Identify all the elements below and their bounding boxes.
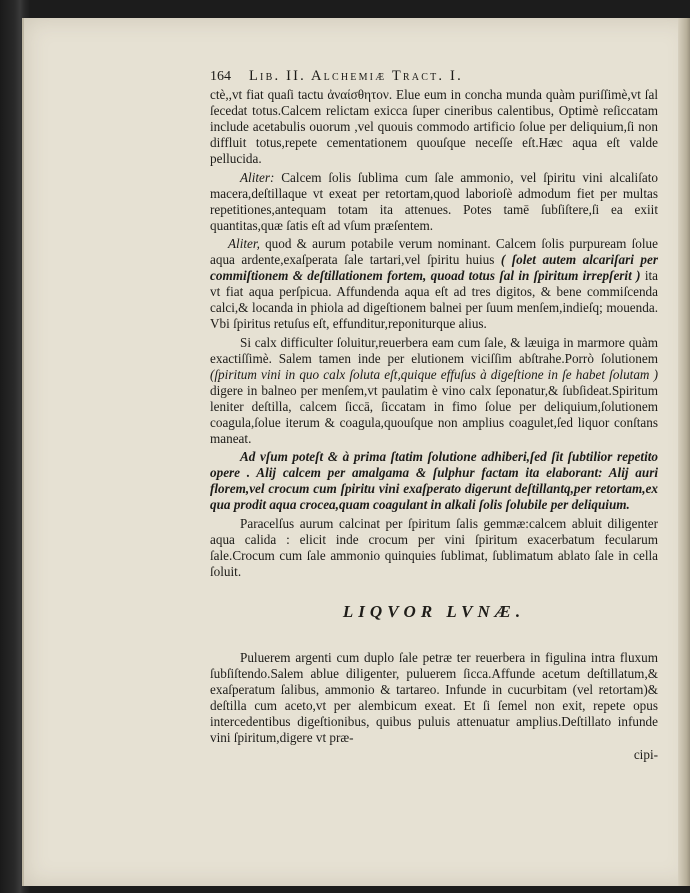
aliter-marker-2: Aliter, [228,235,260,251]
paragraph-ad-usum: Ad vſum poteſt & à prima ſtatim ſolutione adhiberi,ſed ſit ſubtilior repetito opere . Alij calcem per amalgama & ſulphur factam ita elaborant: Alij auri florem,vel crocum cum ſpiritu vini exaſperato digerunt deſtillantq,per retortam,ex qua prodit aqua crocea,quam coagulant in alkali ſolis ſolubile per deliquium. [210,449,658,513]
paragraph-aliter-1 [210,170,658,234]
paragraph-1: ctè,,vt fiat quaſi tactu ἀναίσθητον. Elue eum in concha munda quàm puriſſimè,vt ſal ſecedat totus.Calcem relictam exicca ſuper cineribus calentibus, Optimè reſiccatam include acetabulis ouorum ,vel quouis commodo artificio ſolue per deliquium,ſi non diffluit totus,repete cementationem quouſque neceſſe eſt.Hæc aqua eſt valde pellucida. [210,87,658,167]
paragraph-calx [210,335,658,448]
paragraph-paracelsus: Paracelſus aurum calcinat per ſpiritum ſalis gemmæ:calcem abluit diligenter aqua calida : elicit inde crocum per vini ſpiritum exacerbatum fecularum ſale.Crocum cum ſale ammonio quinquies ſublimat, ſublimatum ablato ſale in cella ſoluit. [210,515,658,579]
section-title: LIQVOR LVNÆ. [342,601,526,621]
aliter-text-2b: ita vt fiat aqua perſpicua. Affundenda aqua eſt ad tres digitos, & bene commiſcenda calci,& locanda in phiola ad digeſtionem balnei per ſuum menſem,indieſq; mouenda. Vbi ſpiritus retuſus eſt, effunditur,reponiturque alius. [210,268,658,332]
aliter-marker: Aliter: [240,169,275,185]
paragraph-liquor-lunae: Puluerem argenti cum duplo ſale petræ ter reuerbera in figulina intra fluxum ſubſiſtendo.Salem ablue diligenter, puluerem ſicca.Affunde acetum deſtillatum,& exaſperatum ſalibus, ammonio & tartareo. Infunde in cucurbitam (vel retortam)& deſtilla cum aceto,vt per alembicum exeat. Et ſi ſemel non exit, repete opus intercedentibus digeſtionibus, quibus puluis attenuatur amplius.Deſtillato infunde vini ſpiritum,digere vt præ- [210,650,658,746]
page-header [210,68,658,85]
inline-note: ( ſolet autem alcariſari per commiſtionem & deſtillationem fortem, quoad totus ſal in ſpiritum irrepſerit ) [210,252,658,284]
paragraph-aliter-2 [210,236,658,333]
aliter-text: Calcem ſolis ſublima cum ſale ammonio, vel ſpiritu vini alcaliſato macera,deſtillaque vt exeat per retortam,quod laborioſè admodum fiet per multas repetitiones,antequam totam ita attenues. Potes tamē ſubſiſtere,ſi ea exiit quantitas,quæ ſatis eſt ad vſum præſentem. [210,169,658,233]
page-number: 164 [210,69,231,84]
aliter-text-2a: quod & aurum potabile verum nominant. Calcem ſolis purpuream ſolue aqua ardente,exaſperata ſale tartari,vel ſpiritu huius [210,235,658,268]
page-text [210,68,658,763]
catchword: cipi- [633,746,658,762]
running-title: Lib. II. Alchemiæ Tract. I. [249,68,463,84]
calx-text-b: digere in balneo per menſem,vt paulatim è vino calx ſeponatur,& ſubſideat.Spiritum leniter deſtilla, calcem ſiccā, ſiccatam in fimo ſolue per deliquium,ſolutionem coagula,ſolue iterum & coagula,quouſque non amplius coagulet,ſed liquor conſtans maneat. [210,382,658,447]
calx-text-a: Si calx difficulter ſoluitur,reuerbera eam cum ſale, & læuiga in marmore quàm exactiſſimè. Salem tamen inde per elutionem viciſſim abſtrahe.Porrò ſolutionem [210,334,658,366]
solution-note: (ſpiritum vini in quo calx ſoluta eſt,quique effuſus à digeſtione in ſe habet ſolutam ) [210,366,658,382]
page-spine-shadow [678,18,690,886]
